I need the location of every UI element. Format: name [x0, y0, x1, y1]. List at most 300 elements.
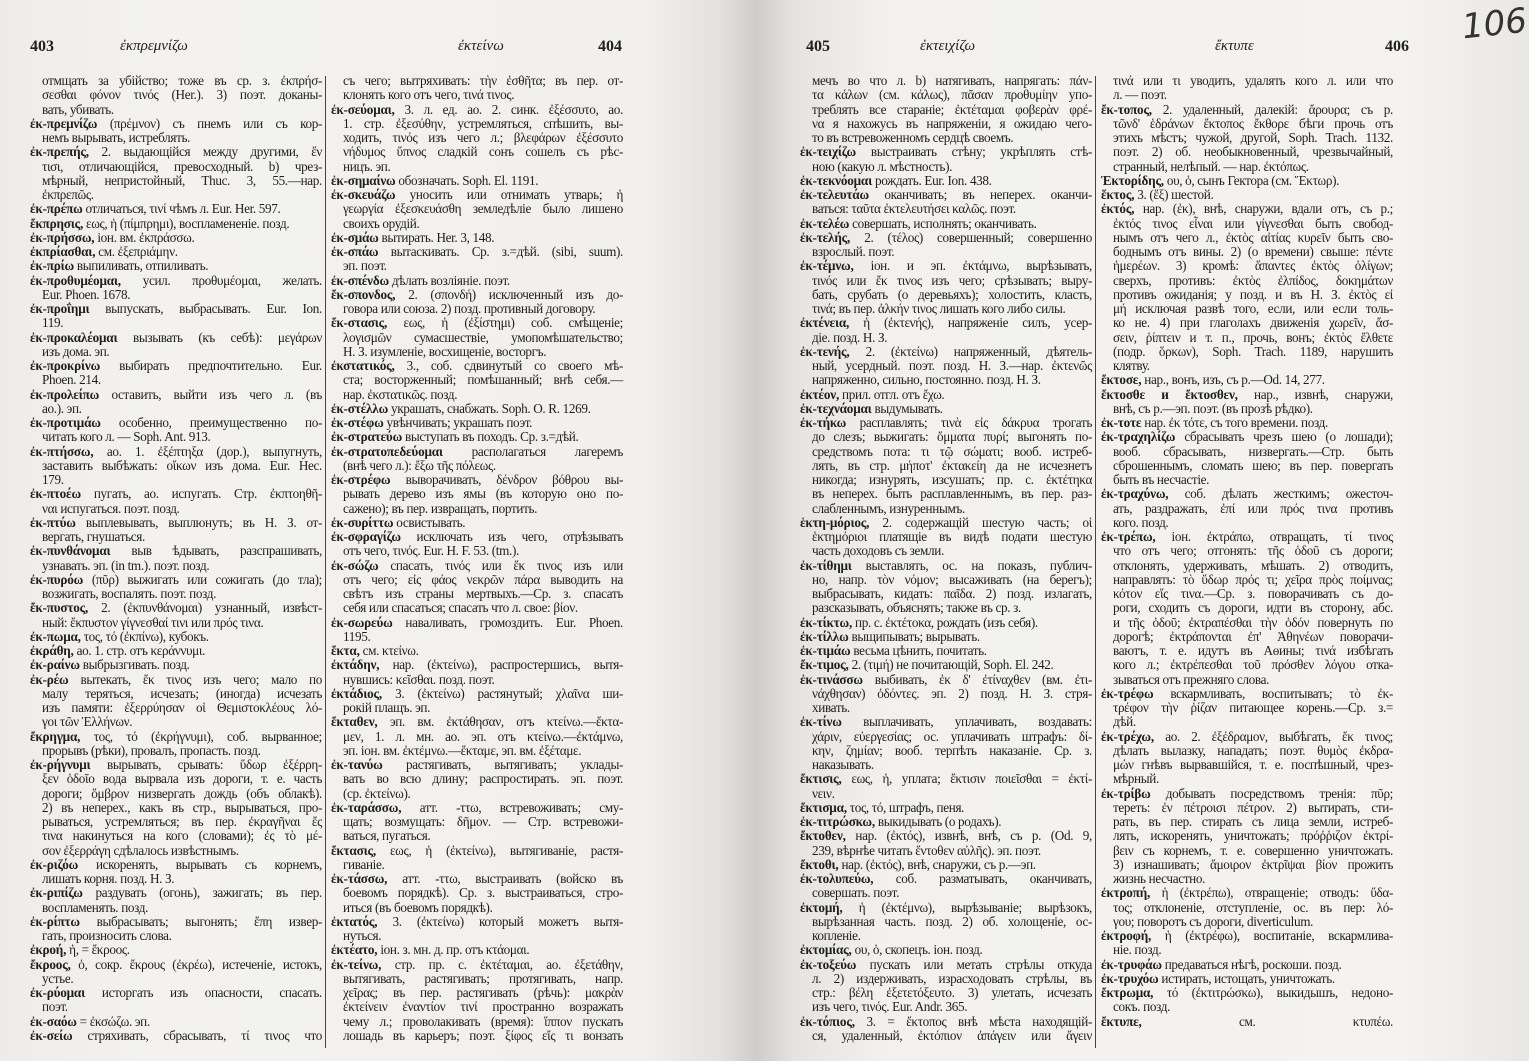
- definition-text: растягивать, вытягивать; уклады-: [382, 757, 623, 772]
- headword: ἐκ-σώζω: [331, 557, 379, 573]
- headword: ἐκ-ραίνω: [30, 657, 80, 673]
- definition-line: рывать дерево изъ ямы (въ которую оно по-: [343, 486, 623, 502]
- dictionary-entry-line: [331, 288, 623, 302]
- definition-text: наваливать, громоздить. Eur. Phoen.: [392, 614, 623, 630]
- definition-text: 2. выдающійся между другими, ἔν: [88, 144, 322, 160]
- definition-line: средствомъ пота: τι τῷ σώματι; вооб. истреб-: [812, 443, 1092, 459]
- dictionary-entry-line: [800, 345, 1092, 359]
- dictionary-entry-line: [30, 1029, 322, 1043]
- definition-line: мѣрный, непристойный, Thuc. 3, 55.—нар.: [42, 172, 322, 188]
- headword: ἐκ-τίλλω: [800, 628, 849, 644]
- definition-line: кого. позд.: [1113, 514, 1169, 530]
- headword: ἔκτισμα,: [800, 799, 847, 815]
- definition-line: наказывать.: [812, 757, 874, 772]
- definition-line: ніе. позд.: [1113, 942, 1162, 958]
- dictionary-entry-line: [331, 915, 623, 929]
- headword: ἔκπρησις,: [30, 215, 84, 231]
- definition-text: усил. προθυμέομαι, желать.: [120, 272, 322, 288]
- dictionary-entry-line: [1101, 972, 1393, 986]
- definition-text: прил. отгл. отъ ἔχω.: [839, 386, 945, 402]
- definition-line: ко не. 4) при глаголахъ движенія χωρεῖν, ἄσ-: [1113, 315, 1393, 331]
- definition-line: 119.: [42, 315, 64, 331]
- definition-text: выщипывать; вырывать.: [848, 628, 980, 644]
- dictionary-entry-line: [331, 359, 623, 373]
- definition-line: сокъ. позд.: [1113, 999, 1171, 1015]
- headword: ἐκ-τολυπεύω,: [800, 871, 874, 886]
- dictionary-column-4: [1101, 74, 1393, 1029]
- definition-line: ξεν ὁδοῖο вода вырвала изъ дороги, т. е. часть: [42, 771, 322, 787]
- headword: ἐκ-τοξεύω: [800, 956, 857, 972]
- definition-text: ἡ, = ἔκροος.: [66, 942, 130, 958]
- definition-line: κην, ζημίαν; вооб. терпѣть наказаніе. Ср. з.: [812, 742, 1092, 758]
- definition-line: дѣй.: [1113, 714, 1136, 730]
- definition-text: ὁ, сокр. ἔκρους (ἐκρέω), истеченіе, истокъ,: [70, 956, 322, 972]
- definition-line: себя или спасаться; спасать что л. свое: βίον.: [343, 600, 578, 616]
- definition-line: ницъ. эп.: [343, 158, 391, 174]
- definition-line: 1. стр. ἐξεσύθην, устремляться, спѣшить, вы-: [343, 115, 623, 131]
- definition-line: ать, раздражать, ἐπί или πρός τινα противъ: [1113, 500, 1393, 516]
- definition-line: ходить, τινός изъ чего л.; βλεφάρων ἐξέσσυτο: [343, 130, 623, 145]
- definition-line: говора или союза. 2) позд. противный договору.: [343, 301, 596, 316]
- definition-line: клятву.: [1113, 358, 1150, 373]
- dictionary-entry-line: [30, 630, 322, 644]
- dictionary-entry-line: [331, 658, 623, 672]
- definition-line: клонять кого отъ чего, τινά τινος.: [343, 87, 515, 103]
- definition-text: весьма цѣнить, почитать.: [850, 643, 987, 658]
- running-head: ἐκπρεμνίζω: [120, 38, 188, 54]
- definition-line: л. 2) издерживать, израсходовать стрѣлы, въ: [812, 970, 1092, 986]
- definition-text: раздувать (огонь), зажигать; въ пер.: [82, 885, 322, 901]
- dictionary-entry-line: [331, 516, 623, 530]
- definition-text: истирать, истощать, уничтожать.: [1158, 970, 1335, 986]
- dictionary-entry-line: [30, 117, 322, 131]
- definition-line: внѣ, съ р.—эп. поэт. (въ прозѣ рѣдко).: [1113, 400, 1313, 416]
- definition-text: 3. л. ед. ао. 2. синк. ἐξέσσυτο, ао.: [394, 101, 623, 117]
- dictionary-entry-line: [331, 316, 623, 330]
- dictionary-entry-line: [30, 758, 322, 772]
- dictionary-entry-line: [331, 245, 623, 259]
- definition-line: изъ дома. эп.: [42, 343, 110, 359]
- headword: ἐκ-τινάσσω: [800, 671, 863, 687]
- definition-text: 2. содержащій шестую часть; οἱ: [869, 514, 1092, 530]
- headword: ἐκτάδιος,: [331, 685, 382, 701]
- dictionary-entry-line: [30, 573, 322, 587]
- definition-text: = ἐκσώζω. эп.: [76, 1013, 150, 1029]
- definition-line: поэт. 2) об. необыкновенный, чрезвычайный,: [1113, 144, 1393, 160]
- definition-text: εως, ἡ (ἐκτείνω), вытягиваніе, растя-: [375, 842, 623, 858]
- headword: ἔκτασις,: [331, 842, 376, 858]
- definition-line: τινός или ἔκ τινος изъ чего; срѣзывать; выру-: [812, 272, 1092, 288]
- definition-line: τινά или τι уводить, удалять кого л. или что: [1113, 73, 1393, 88]
- definition-line: 239, вѣрнѣе читать ἔντοθεν αὐλῆς). эп. поэт.: [812, 842, 1041, 858]
- definition-line: χάριν, εὐεργεσίας; ос. уплачивать штрафъ: δί-: [812, 728, 1092, 744]
- definition-text: іон. з. мн. д. пр. отъ κτάομαι.: [377, 942, 530, 958]
- definition-text: τος, τό (ἐκπίνω), кубокъ.: [80, 628, 209, 644]
- dictionary-entry-line: [30, 915, 322, 929]
- definition-text: выбирать предпочтительно. Eur.: [100, 358, 322, 373]
- definition-text: τος, τό, штрафъ, пеня.: [846, 799, 965, 815]
- definition-line: дороги; ὄμβρον низвергать дождь (объ облакѣ).: [42, 785, 322, 801]
- headword: ἐκ-ταράσσω,: [331, 799, 402, 815]
- dictionary-entry-line: [331, 445, 623, 459]
- headword: ἐκ-στρατεύω: [331, 429, 403, 445]
- headword: ἐκ-προκρίνω: [30, 358, 101, 373]
- dictionary-entry-line: [800, 259, 1092, 273]
- dictionary-entry-line: [1101, 787, 1393, 801]
- dictionary-entry-line: [30, 217, 322, 231]
- definition-line: 3) изнашивать; ἄμοιρον ἐκτρῖψαι βίον прожить: [1113, 856, 1393, 872]
- definition-text: нар., извнѣ, снаружи,: [1237, 386, 1393, 402]
- definition-text: исторгать изъ опасности, спасать.: [84, 985, 322, 1000]
- definition-line: чему л.; проволакивать (время): ἵππον пускать: [343, 1013, 623, 1029]
- dictionary-entry-line: [1101, 986, 1393, 1000]
- headword: ἐκ-πτοέω: [30, 486, 81, 502]
- definition-line: Н. З. изумленіе, восхищеніе, восторгъ.: [343, 343, 547, 359]
- headword: ἐκτατός,: [331, 913, 378, 929]
- definition-line: до слезъ; выжигать: ὄμματα πυρί; выгонять по-: [812, 429, 1092, 445]
- dictionary-entry-line: [30, 858, 322, 872]
- definition-line: читать кого л. — Soph. Ant. 913.: [42, 429, 211, 445]
- definition-text: добывать посредствомъ тренія: πῦρ;: [1150, 785, 1393, 801]
- definition-line: эп. поэт.: [343, 258, 387, 274]
- definition-line: направлять: τὸ ὕδωρ πρός τι; χεῖρα πρὸς ποίμνας;: [1113, 571, 1393, 587]
- definition-line: ἐκτείνειν ἐναντίον τινί пространно возражать: [343, 999, 623, 1015]
- dictionary-entry-line: [1101, 487, 1393, 501]
- headword: ἔκτοσθε и ἔκτοσθεν,: [1101, 386, 1238, 402]
- definition-text: 2. удаленный, далекій: ἄρουρα; съ р.: [1151, 101, 1393, 117]
- dictionary-entry-line: [800, 559, 1092, 573]
- dictionary-entry-line: [30, 886, 322, 900]
- headword: ἐκ-τρυχόω: [1101, 970, 1159, 986]
- definition-text: выставлять, ос. на показъ, публич-: [851, 557, 1092, 573]
- headword: ἐκ-τείνω,: [331, 956, 382, 972]
- headword: ἔκταθεν,: [331, 714, 378, 730]
- dictionary-entry-line: [1101, 416, 1393, 430]
- definition-line: совершать. поэт.: [812, 885, 900, 901]
- headword: ἐκ-τήκω: [800, 415, 847, 430]
- definition-text: (πρέμνον) съ пнемъ или съ кор-: [97, 115, 322, 131]
- headword: ἐκ-σμάω: [331, 229, 379, 245]
- dictionary-entry-line: [30, 730, 322, 744]
- dictionary-entry-line: [30, 516, 322, 530]
- definition-line: жизнь несчастно.: [1113, 871, 1206, 886]
- headword: ἐκ-τίνω: [800, 714, 842, 730]
- definition-text: предаваться нѣгѣ, роскоши. позд.: [1161, 956, 1342, 972]
- dictionary-entry-line: [331, 801, 623, 815]
- definition-line: противъ ожиданія; у позд. и въ Н. З. ἐκτὸς εἰ: [1113, 286, 1393, 302]
- headword: ἐκράθη,: [30, 643, 74, 658]
- definition-text: 3. (ἐκτείνω) растянутый; χλαῖνα ши-: [381, 685, 623, 701]
- definition-line: вооб. сбрасывать, низвергать.—Стр. быть: [1113, 443, 1393, 459]
- headword: ἐκστατικός,: [331, 358, 395, 373]
- definition-line: ao.). эп.: [42, 400, 82, 416]
- definition-line: ся, удаленный, ἐκτόπιον ἀπάγειν или ἄγειν: [812, 1027, 1092, 1043]
- definition-text: украшать, снабжать. Soph. O. R. 1269.: [388, 400, 591, 416]
- definition-line: л. — поэт.: [1113, 87, 1167, 103]
- definition-line: зываться отъ прежняго слова.: [1113, 671, 1270, 687]
- definition-line: σον ἐξερράγη сдѣлалось извѣстнымъ.: [42, 842, 239, 858]
- definition-line: быть въ несчастіе.: [1113, 472, 1210, 487]
- dictionary-entry-line: [800, 402, 1092, 416]
- definition-text: выстраивать стѣну; укрѣплять стѣ-: [855, 144, 1092, 160]
- definition-text: расплавлять; τινὰ εἰς δάκρυα трогать: [846, 415, 1092, 430]
- definition-text: ао. 1. стр. отъ κεράννυμι.: [73, 643, 206, 658]
- definition-text: дѣлать возліяніе. поэт.: [388, 272, 510, 288]
- definition-text: εως, ἡ, уплата; ἔκτισιν ποιεῖσθαι = ἐκτί-: [841, 771, 1092, 787]
- dictionary-entry-line: [800, 644, 1092, 658]
- definition-text: соб. разматывать, оканчивать,: [873, 871, 1092, 886]
- definition-line: ἑκτημόριοι платящіе въ видѣ подати шестую: [812, 529, 1092, 544]
- headword: ἐκ-πτύω: [30, 514, 76, 530]
- definition-text: вскармливать, воспитывать; τὸ ἐκ-: [1153, 685, 1393, 701]
- headword: ἐκ-τρέχω,: [1101, 728, 1154, 744]
- definition-text: выплачивать, уплачивать, воздавать:: [841, 714, 1092, 730]
- headword: ἐκ-τραχύνω,: [1101, 486, 1169, 502]
- definition-line: ἡμερέων. 3) кромѣ: ἅπαντες ἐκτὸς ὀλίγων;: [1113, 258, 1393, 274]
- definition-text: вытекать, ἔκ τινος изъ чего; мало по: [68, 671, 322, 687]
- dictionary-entry-line: [800, 388, 1092, 402]
- definition-line: странный, нелѣпый. — нар. ἐκτόπως.: [1113, 158, 1309, 174]
- dictionary-entry-line: [30, 1015, 322, 1029]
- definition-line: ваться, пугаться.: [343, 828, 431, 844]
- headword: ἐκ-τελευτάω: [800, 187, 869, 202]
- definition-text: выпиливать, отпиливать.: [73, 258, 209, 274]
- headword: ἐκ-σημαίνω: [331, 172, 396, 188]
- definition-line: мечъ во что л. b) натягивать, напрягать: πάν-: [812, 73, 1092, 88]
- definition-text: увѣнчивать; украшать поэт.: [383, 415, 533, 430]
- dictionary-entry-line: [800, 658, 1092, 672]
- headword: ἐκτένεια,: [800, 315, 850, 331]
- headword: ἐκ-τρίβω: [1101, 785, 1151, 801]
- headword: ἔκτοθεν,: [800, 828, 846, 844]
- definition-line: вырѣзанная часть. позд. 2) об. холощеніе, ос-: [812, 913, 1092, 929]
- definition-text: ἡ (ἐκτενής), напряженіе силъ, усер-: [849, 315, 1092, 331]
- dictionary-entry-line: [800, 715, 1092, 729]
- dictionary-entry-line: [800, 231, 1092, 245]
- definition-text: см. κτείνω.: [359, 643, 419, 658]
- running-head: ἔκτυπε: [1215, 38, 1254, 54]
- definition-line: никогда; изнурять, изсушать; пр. с. ἐκτέτηκα: [812, 472, 1092, 487]
- definition-text: τό (ἐκτιτρώσκω), выкидышъ, недоно-: [1153, 985, 1393, 1000]
- headword: ἔκ-τιμος,: [800, 657, 849, 673]
- definition-line: κότον εἴς τινα.—Ср. з. поворачивать съ до-: [1113, 586, 1393, 601]
- definition-line: боевомъ порядкѣ). Ср. з. выстраиваться, стро-: [343, 885, 623, 901]
- dictionary-entry-line: [331, 416, 623, 430]
- definition-line: лишать корня. позд. Н. З.: [42, 871, 175, 886]
- headword: ἔκτρωμα,: [1101, 985, 1154, 1000]
- definition-line: лять, въ стр. μήποτ' ἐκτακείη да не исчезнетъ: [812, 457, 1092, 473]
- headword: ἐκ-προΐημι: [30, 301, 90, 316]
- definition-line: ный: ἔκπυστον γίγνεσθαί τινι или πρός τινα.: [42, 614, 264, 630]
- definition-line: рать, въ пер. стирать съ лица земли, истреб-: [1113, 814, 1393, 829]
- definition-text: ἡ (ἐκτρέφω), воспитаніе, вскармлива-: [1151, 928, 1393, 943]
- handwritten-page-number: 106: [1460, 0, 1529, 48]
- definition-text: ἡ (ἐκτρέπω), отвращеніе; отводъ: ὕδα-: [1150, 885, 1393, 901]
- headword: ἐκ-στρέφω: [331, 472, 391, 487]
- definition-text: оставить, выйти изъ чего л. (въ: [99, 386, 322, 402]
- definition-text: выворачивать, δένδρον βόθρου вы-: [390, 472, 623, 487]
- definition-text: нар. (ἐκ), внѣ, снаружи, вдали отъ, съ р.;: [1134, 201, 1393, 217]
- page-number: 406: [1385, 38, 1409, 55]
- dictionary-entry-line: [331, 430, 623, 444]
- headword: ἐκ-σωρεύω: [331, 614, 393, 630]
- definition-text: обозначать. Soph. El. 1191.: [395, 172, 539, 188]
- headword: ἐκ-ρέω: [30, 671, 69, 687]
- dictionary-entry-line: [1101, 373, 1393, 387]
- dictionary-entry-line: [1101, 530, 1393, 544]
- definition-line: τα κάλων (см. κάλως), πᾶσαν προθυμίην упо-: [812, 87, 1092, 103]
- definition-line: Eur. Phoen. 1678.: [42, 286, 131, 302]
- definition-line: изъ памяти: ἐξερρύησαν οἱ Θεμιστοκλέους λό-: [42, 700, 322, 715]
- dictionary-entry-line: [1101, 388, 1393, 402]
- definition-text: располагаться лагеремъ: [442, 443, 623, 459]
- headword: ἐκ-τελέω: [800, 215, 850, 231]
- definition-line: 179.: [42, 472, 64, 487]
- definition-line: заставить выбѣжать: οἴκων изъ дома. Eur. Hec.: [42, 457, 322, 473]
- page-number: 405: [806, 38, 830, 55]
- definition-text: іон. ἐκτράπω, отвращать, τί τινος: [1155, 529, 1393, 544]
- dictionary-entry-line: [331, 687, 623, 701]
- definition-text: 3. (ἐκτείνω) который можетъ вытя-: [377, 913, 623, 929]
- headword: ἐκ-σκευάζω: [331, 187, 396, 202]
- definition-text: стряхивать, сбрасывать, τί τινος что: [72, 1027, 322, 1043]
- definition-text: оканчивать; въ неперех. оканчи-: [868, 187, 1092, 202]
- dictionary-entry-line: [1101, 886, 1393, 900]
- dictionary-entry-line: [331, 958, 623, 972]
- headword: ἐκ-τόπιος,: [800, 1013, 855, 1029]
- dictionary-column-3: [800, 74, 1092, 1043]
- headword: ἐκ-συρίττω: [331, 514, 394, 530]
- definition-line: часть доходовъ съ земли.: [812, 543, 944, 559]
- definition-text: выплевывать, выплюнуть; въ Н. З. от-: [75, 514, 322, 530]
- headword: ἔκτοσε,: [1101, 372, 1142, 388]
- headword: ἐκ-πυνθάνομαι: [30, 543, 111, 559]
- column-divider: [1095, 76, 1096, 1048]
- definition-line: вытягивать, растягивать; протягивать, напр.: [343, 970, 623, 986]
- definition-line: λογισμῶν сумасшествіе, умопомѣшательство;: [343, 329, 623, 345]
- definition-text: выбрасывать; выгонять; ἔπη извер-: [79, 913, 322, 929]
- definition-line: χεῖρας; въ пер. растягивать (рѣчь): μακρὰν: [343, 985, 623, 1000]
- dictionary-entry-line: [1101, 958, 1393, 972]
- definition-line: копленіе.: [812, 928, 861, 943]
- dictionary-entry-line: [331, 231, 623, 245]
- dictionary-entry-line: [331, 188, 623, 202]
- definition-line: роги, сходить съ дороги, идти въ сторону, абс.: [1113, 600, 1393, 616]
- definition-line: μών гнѣвъ вырвавшійся, т. е. поспѣшный, чрез-: [1113, 757, 1393, 772]
- definition-line: τῶνδ' ἑδράνων ἔκτοπος ἔκθορε бѣги прочь отъ: [1113, 115, 1393, 131]
- definition-text: 3. = ἔκτοπος внѣ мѣста находящій-: [854, 1013, 1092, 1029]
- definition-line: μεν, 1. л. мн. ао. эп. отъ κτείνω.—ἐκτάμνω,: [343, 728, 623, 744]
- definition-line: τρέφον τὴν ῥίζαν питающее корень.—Ср. з.=: [1113, 700, 1393, 715]
- definition-text: 2. (τιμή) не почитающій, Soph. El. 242.: [848, 657, 1054, 673]
- definition-text: ου, ὁ, сынъ Гектора (см. Ἕκτωρ).: [1163, 172, 1340, 188]
- dictionary-entry-line: [30, 388, 322, 402]
- headword: ἐκτέον,: [800, 386, 840, 402]
- definition-text: выкидывать (о родахъ).: [874, 814, 1002, 829]
- definition-line: хивать.: [812, 700, 850, 715]
- definition-text: 2. (σπονδή) исключенный изъ до-: [395, 286, 623, 302]
- headword: ἐκ-τρέφω: [1101, 685, 1154, 701]
- headword: ἔκ-πυστος,: [30, 600, 89, 616]
- dictionary-entry-line: [331, 715, 623, 729]
- definition-text: (πῦρ) выжигать или сожигать (до тла);: [83, 571, 322, 587]
- dictionary-entry-line: [30, 231, 322, 245]
- headword: ἐκ-σεύομαι,: [331, 101, 395, 117]
- dictionary-entry-line: [1101, 202, 1393, 216]
- headword: ἐκ-πρεπής,: [30, 144, 89, 160]
- headword: ἐκτροφή,: [1101, 928, 1152, 943]
- definition-line: τινα накинуться на кого (словами); ἐς τὸ μέ-: [42, 828, 322, 844]
- headword: ἐκ-τεκνόομαι: [800, 172, 872, 188]
- definition-line: напряженно, сильно, постоянно. позд. Н. З.: [812, 372, 1041, 388]
- dictionary-entry-line: [1101, 174, 1393, 188]
- definition-line: иться (въ боевомъ порядкѣ).: [343, 899, 493, 915]
- definition-text: пугать, ао. испугать. Стр. ἐκπτοηθῆ-: [80, 486, 322, 502]
- dictionary-entry-line: [800, 188, 1092, 202]
- headword: ἐκ-τειχίζω: [800, 144, 856, 160]
- definition-line: γεωργία ἐξεσκευάσθη земледѣліе было лишено: [343, 201, 623, 217]
- definition-line: να я нахожусь въ напряженіи, я ожидаю чего-: [812, 115, 1092, 131]
- definition-text: нар. ἐκ τότε, съ того времени. позд.: [1141, 415, 1328, 430]
- definition-line: треблять все стараніе; ἐκτέταμαι φοβερὰν φρέ-: [812, 101, 1092, 117]
- headword: ἐκ-προλείπω: [30, 386, 100, 402]
- definition-text: пр. с. ἐκτέτοκα, рождать (изъ себя).: [852, 614, 1038, 630]
- dictionary-entry-line: [800, 316, 1092, 330]
- definition-text: 3. (ἕξ) шестой.: [1134, 187, 1214, 202]
- dictionary-entry-line: [30, 544, 322, 558]
- definition-line: ναι испугаться. поэт. позд.: [42, 500, 180, 516]
- headword: ἐκ-σφραγίζω: [331, 529, 401, 544]
- dictionary-entry-line: [30, 416, 322, 430]
- definition-text: вызывать (къ себѣ): μεγάρων: [117, 329, 322, 345]
- definition-line: прорывъ (рѣки), провалъ, пропасть. позд.: [42, 742, 261, 758]
- definition-text: искоренять, вырывать съ корнемъ,: [78, 856, 322, 872]
- definition-text: выпускать, выбрасывать. Eur. Ion.: [89, 301, 322, 316]
- definition-line: нымъ отъ чего л., ἐκτὸς αἰτίας κυρεῖν быть сво-: [1113, 229, 1393, 245]
- headword: ἐκ-τάσσω,: [331, 871, 388, 886]
- headword: ἔκ-τοπος,: [1101, 101, 1152, 117]
- dictionary-entry-line: [800, 145, 1092, 159]
- definition-line: эп. іон. вм. ἐκτέμνω.—ἔκταμε, эп. вм. ἐξέταμε.: [343, 742, 582, 758]
- definition-line: воспламенять. позд.: [42, 899, 149, 915]
- dictionary-entry-line: [30, 445, 322, 459]
- definition-line: щать; возмущать: δῆμον. — Стр. встревожи-: [343, 814, 623, 829]
- page-number: 403: [30, 38, 54, 55]
- definition-line: лять, искоренять, уничтожать; πρόῤῥιζον ἐκτρί-: [1113, 828, 1393, 844]
- headword: ἐκ-πρήσσω,: [30, 229, 95, 245]
- definition-line: то въ встревоженномъ сердцѣ своемъ.: [812, 130, 1014, 145]
- definition-text: сбрасывать чрезъ шею (о лошади);: [1175, 429, 1393, 445]
- dictionary-entry-line: [331, 943, 623, 957]
- definition-text: выбивать, ἐκ δ' ἐτίναχθεν (вм. ἐτι-: [862, 671, 1092, 687]
- headword: ἐκτομή,: [800, 899, 843, 915]
- definition-line: малу теряться, исчезать; (иногда) исчезать: [42, 685, 322, 701]
- definition-line: νήδυμος ὕπνος сладкій сонъ сошелъ съ рѣс-: [343, 144, 623, 160]
- running-head: ἐκτείνω: [458, 38, 504, 54]
- definition-text: выступать въ походъ. Ср. з.=дѣй.: [402, 429, 579, 445]
- headword: ἐκ-προθυμέομαι,: [30, 272, 121, 288]
- headword: ἐκ-πτήσσω,: [30, 443, 94, 459]
- dictionary-entry-line: [331, 844, 623, 858]
- definition-text: отличаться, τινί чѣмъ л. Eur. Her. 597.: [82, 201, 281, 217]
- definition-line: вать, убивать.: [42, 101, 114, 117]
- definition-line: σειν, ῥίπτειν и т. п., прочь, вонъ; ἐκτὸς ἔλθετε: [1113, 329, 1393, 345]
- dictionary-entry-line: [30, 644, 322, 658]
- headword: ἐκ-προκαλέομαι: [30, 329, 118, 345]
- definition-line: тереть: ἐν πέτροισι πέτρον. 2) вытирать, сти-: [1113, 799, 1393, 815]
- dictionary-entry-line: [331, 473, 623, 487]
- column-divider: [325, 76, 326, 1048]
